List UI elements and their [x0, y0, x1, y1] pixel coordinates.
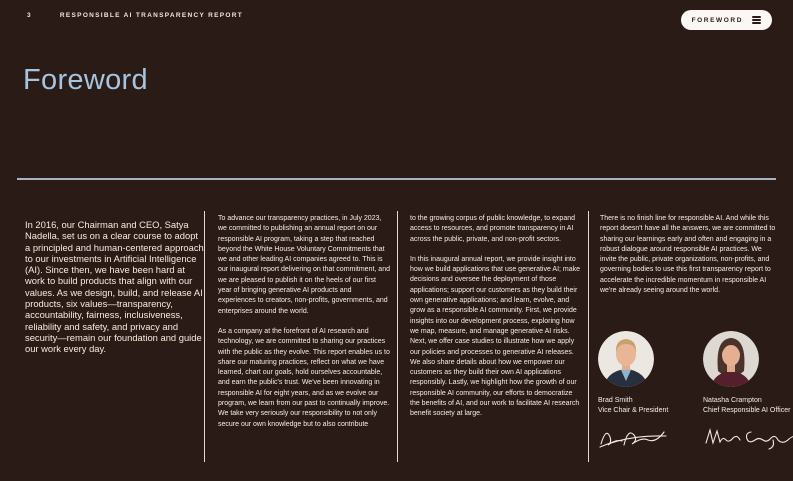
page-title: Foreword [23, 64, 148, 96]
hamburger-icon[interactable] [752, 16, 761, 23]
brad-smith-portrait [598, 331, 654, 387]
natasha-crampton-signature [703, 423, 793, 451]
signatory-name: Natasha Crampton [703, 397, 762, 404]
paragraph: There is no finish line for responsible AI. And while this report doesn't have all the answers, we are committed to sharing our learnings early and often and engaging in a robust dialogue around responsible AI practices. We invite the public, private organizations, non-profits, and governing bodies to use this first transparency report to accelerate the incredible momentum in responsible AI we're already seeing around the world. [600, 215, 776, 295]
column-divider-1 [204, 211, 205, 462]
brad-smith-signature [598, 423, 670, 451]
foreword-nav-button[interactable] [681, 10, 772, 30]
column-3 [410, 214, 582, 420]
column-4 [600, 214, 776, 296]
column-divider-3 [588, 211, 589, 462]
intro-column [25, 219, 204, 355]
paragraph: As a company at the forefront of AI research and technology, we are committed to sharing our practices with the public as they evolve. This report enables us to share our maturing practices, reflect on what we have learned, chart our goals, hold ourselves accountable, and earn the public's trust. We've been innovating in responsible AI for eight years, and as we evolve our program, we learn from our past to continually improve. We take very seriously our responsibility to not only secure our own knowledge but to also contribute [218, 327, 390, 428]
column-divider-2 [397, 211, 398, 462]
column-2 [218, 214, 390, 430]
foreword-nav-label: FOREWORD [691, 16, 743, 24]
natasha-crampton-portrait [703, 331, 759, 387]
report-title: RESPONSIBLE AI TRANSPARENCY REPORT [59, 12, 244, 19]
signatory-natasha-crampton [703, 331, 793, 451]
signatories [598, 331, 793, 451]
signatory-name: Brad Smith [598, 397, 633, 404]
page-number: 3 [27, 12, 32, 19]
top-bar [27, 12, 773, 24]
intro-paragraph: In 2016, our Chairman and CEO, Satya Nadella, set us on a clear course to adopt a principled and human-centered approach to our investments in Artificial Intelligence (AI). Since then, we have been hard at work to build products that align with our values. As we design, build, and release AI products, six values—transparency, accountability, fairness, inclusiveness, reliability and safety, and privacy and security—remain our foundation and guide our work every day. [25, 219, 204, 355]
title-divider [17, 178, 776, 180]
signatory-title: Chief Responsible AI Officer [703, 407, 791, 414]
signatory-brad-smith [598, 331, 678, 451]
paragraph: In this inaugural annual report, we provide insight into how we build applications that use generative AI; make decisions and oversee the deployment of those applications; support our customers as they build their own generative applications; and learn, evolve, and grow as a responsible AI community. First, we provide insights into our development process, exploring how we map, measure, and manage generative AI risks. Next, we offer case studies to illustrate how we apply our policies and processes to generative AI releases. We also share details about how we empower our customers as they build their own AI applications responsibly. Lastly, we highlight how the growth of our responsible AI community, our efforts to democratize the benefits of AI, and our work to facilitate AI research benefit society at large. [410, 255, 581, 418]
paragraph: To advance our transparency practices, in July 2023, we committed to publishing an annual report on our responsible AI program, taking a step that reached beyond the White House Voluntary Commitments that we and other leading AI companies agreed to. This is our inaugural report delivering on that commitment, and we are pleased to publish it on the heels of our first year of bringing generative AI products and experiences to creators, non-profits, governments, and enterprises around the world. [218, 215, 390, 315]
signatory-title: Vice Chair & President [598, 407, 669, 414]
paragraph: to the growing corpus of public knowledge, to expand access to resources, and promote transparency in AI across the public, private, and non-profit sectors. [410, 215, 575, 243]
